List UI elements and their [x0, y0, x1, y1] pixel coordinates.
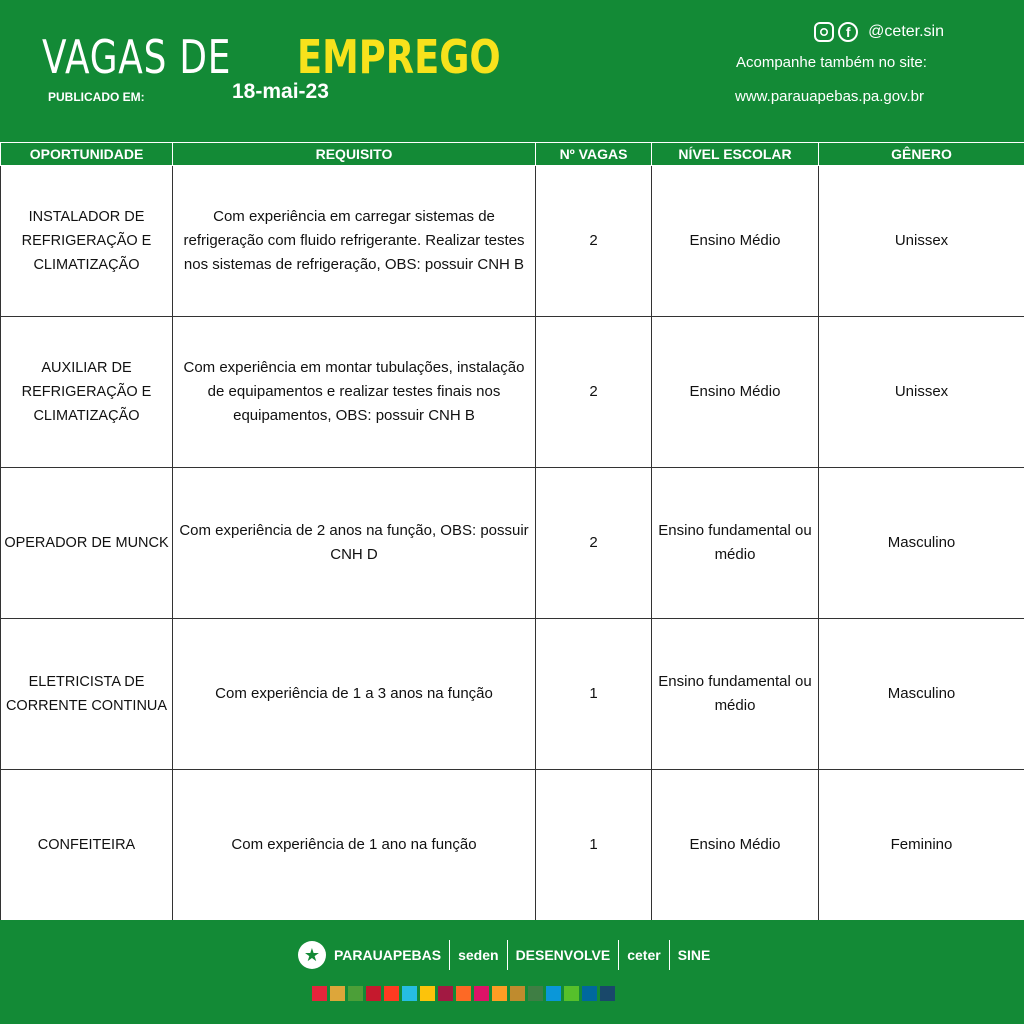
table-row: [1, 317, 1024, 468]
cell-gender: Unissex: [819, 317, 1024, 468]
cell-education: Ensino fundamental ou médio: [652, 468, 819, 619]
parauapebas-star-icon: ★: [298, 941, 326, 969]
logo-parauapebas: PARAUAPEBAS: [334, 947, 442, 963]
cell-gender: Masculino: [819, 468, 1024, 619]
col-header-gender: GÊNERO: [819, 143, 1024, 166]
footer-banner: [0, 920, 1024, 1024]
cell-requirement: Com experiência de 1 ano na função: [173, 770, 536, 921]
cell-opportunity: INSTALADOR DE REFRIGERAÇÃO E CLIMATIZAÇÃO: [1, 166, 173, 317]
cell-gender: Unissex: [819, 166, 1024, 317]
cell-education: Ensino Médio: [652, 770, 819, 921]
table-header-row: [1, 143, 1024, 166]
sdg-goal-icon: [384, 986, 399, 1001]
partner-logos: [298, 940, 710, 970]
logo-separator: [449, 940, 450, 970]
cell-gender: Feminino: [819, 770, 1024, 921]
sdg-goal-icon: [402, 986, 417, 1001]
sdg-icons: [312, 986, 615, 1001]
facebook-icon[interactable]: f: [838, 22, 858, 42]
table-row: [1, 619, 1024, 770]
cell-opportunity: OPERADOR DE MUNCK: [1, 468, 173, 619]
sdg-goal-icon: [348, 986, 363, 1001]
social-links: [814, 22, 944, 42]
sdg-goal-icon: [564, 986, 579, 1001]
sdg-goal-icon: [366, 986, 381, 1001]
cell-vacancies: 2: [536, 468, 652, 619]
cell-requirement: Com experiência em montar tubulações, instalação de equipamentos e realizar testes finais nos equipamentos, OBS: possuir CNH B: [173, 317, 536, 468]
logo-ceter: ceter: [627, 947, 661, 963]
sdg-goal-icon: [600, 986, 615, 1001]
sdg-goal-icon: [420, 986, 435, 1001]
cell-vacancies: 2: [536, 317, 652, 468]
col-header-requirement: REQUISITO: [173, 143, 536, 166]
sdg-goal-icon: [492, 986, 507, 1001]
logo-separator: [669, 940, 670, 970]
table-row: [1, 166, 1024, 317]
cell-education: Ensino Médio: [652, 317, 819, 468]
site-url[interactable]: www.parauapebas.pa.gov.br: [735, 88, 925, 105]
cell-vacancies: 1: [536, 619, 652, 770]
col-header-opportunity: OPORTUNIDADE: [1, 143, 173, 166]
sdg-goal-icon: [582, 986, 597, 1001]
table-row: [1, 468, 1024, 619]
sdg-goal-icon: [546, 986, 561, 1001]
sdg-goal-icon: [330, 986, 345, 1001]
cell-requirement: Com experiência de 1 a 3 anos na função: [173, 619, 536, 770]
title-emprego: EMPREGO: [297, 30, 501, 84]
logo-separator: [507, 940, 508, 970]
cell-vacancies: 1: [536, 770, 652, 921]
cell-opportunity: ELETRICISTA DE CORRENTE CONTINUA: [1, 619, 173, 770]
sdg-goal-icon: [528, 986, 543, 1001]
cell-requirement: Com experiência em carregar sistemas de refrigeração com fluido refrigerante. Realizar testes nos sistemas de refrigeração, OBS: possuir CNH B: [173, 166, 536, 317]
cell-gender: Masculino: [819, 619, 1024, 770]
sdg-goal-icon: [438, 986, 453, 1001]
published-date: 18-mai-23: [232, 80, 329, 103]
header-banner: [0, 0, 1024, 142]
table-row: [1, 770, 1024, 921]
col-header-education: NÍVEL ESCOLAR: [652, 143, 819, 166]
cell-opportunity: CONFEITEIRA: [1, 770, 173, 921]
sdg-goal-icon: [456, 986, 471, 1001]
cell-opportunity: AUXILIAR DE REFRIGERAÇÃO E CLIMATIZAÇÃO: [1, 317, 173, 468]
cell-requirement: Com experiência de 2 anos na função, OBS: possuir CNH D: [173, 468, 536, 619]
logo-sine: SINE: [677, 947, 711, 963]
logo-separator: [618, 940, 619, 970]
sdg-goal-icon: [312, 986, 327, 1001]
social-handle[interactable]: @ceter.sin: [868, 23, 944, 40]
logo-desenvolve: DESENVOLVE: [515, 947, 611, 963]
published-label: PUBLICADO EM:: [48, 90, 145, 104]
col-header-vacancies: Nº VAGAS: [536, 143, 652, 166]
cell-vacancies: 2: [536, 166, 652, 317]
site-label: Acompanhe também no site:: [736, 54, 927, 71]
logo-seden: seden: [458, 947, 499, 963]
cell-education: Ensino Médio: [652, 166, 819, 317]
instagram-icon[interactable]: [814, 22, 834, 42]
job-table: [0, 142, 1024, 921]
sdg-goal-icon: [474, 986, 489, 1001]
title-vagas-de: VAGAS DE: [42, 30, 232, 84]
cell-education: Ensino fundamental ou médio: [652, 619, 819, 770]
sdg-goal-icon: [510, 986, 525, 1001]
